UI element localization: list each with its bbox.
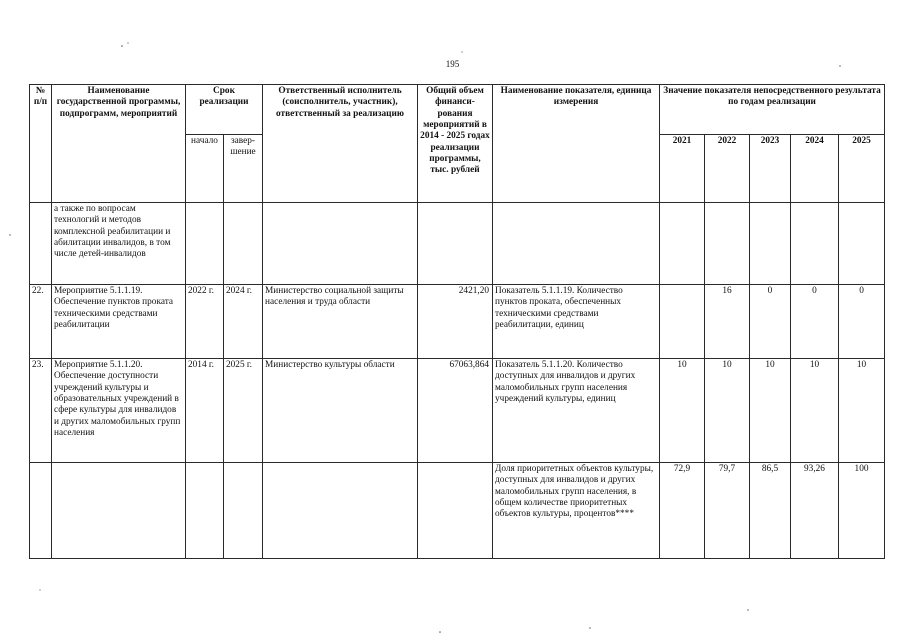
program-table [29,84,885,559]
header-term-end: завер-шение [224,135,263,203]
row-value-2024: 0 [791,285,839,359]
header-year-2024: 2024 [791,135,839,203]
row-value-2022: 10 [705,359,750,463]
row-name: а также по вопросам технологий и методов комплексной реабилитации и абилитации инвалидов, в том числе детей-инвалидов [52,203,186,285]
row-value-2025: 10 [839,359,885,463]
row-start: 2014 г. [186,359,224,463]
row-name: Мероприятие 5.1.1.19. Обеспечение пунктов проката техническими средствами реабилитации [52,285,186,359]
row-num: 22. [30,285,52,359]
table-row [30,285,885,359]
row-indicator [493,203,660,285]
row-num [30,203,52,285]
row-value-2022: 79,7 [705,463,750,559]
row-value-2022 [705,203,750,285]
row-value-2025: 0 [839,285,885,359]
row-name [52,463,186,559]
header-year-2022: 2022 [705,135,750,203]
page-number: 195 [445,59,460,69]
row-executor: Министерство социальной защиты населения и труда области [263,285,418,359]
table-row [30,463,885,559]
row-volume [418,203,493,285]
row-start: 2022 г. [186,285,224,359]
row-indicator: Показатель 5.1.1.19. Количество пунктов проката, обеспеченных техническими средствами реабилитации, единиц [493,285,660,359]
row-value-2024: 93,26 [791,463,839,559]
row-end [224,203,263,285]
header-indicator: Наименование показателя, единица измерения [493,85,660,203]
header-term: Срок реализации [186,85,263,135]
row-executor: Министерство культуры области [263,359,418,463]
row-volume [418,463,493,559]
header-num: № п/п [30,85,52,203]
row-name: Мероприятие 5.1.1.20. Обеспечение доступности учреждений культуры и образовательных учреждений в сфере культуры для инвалидов и других маломобильных групп населения [52,359,186,463]
row-end: 2025 г. [224,359,263,463]
row-start [186,463,224,559]
row-value-2024: 10 [791,359,839,463]
row-value-2021: 10 [660,359,705,463]
row-value-2024 [791,203,839,285]
row-num: 23. [30,359,52,463]
row-executor [263,463,418,559]
header-year-2025: 2025 [839,135,885,203]
row-value-2023 [750,203,791,285]
header-volume: Общий объем финанси-рования мероприятий в 2014 - 2025 годах реализации программы, тыс. рублей [418,85,493,203]
row-value-2023: 10 [750,359,791,463]
row-num [30,463,52,559]
row-value-2023: 86,5 [750,463,791,559]
header-executor: Ответственный исполнитель (соисполнитель, участник), ответственный за реализацию [263,85,418,203]
row-value-2022: 16 [705,285,750,359]
header-year-2021: 2021 [660,135,705,203]
header-term-start: начало [186,135,224,203]
row-value-2025 [839,203,885,285]
header-name: Наименование государственной программы, подпрограмм, мероприятий [52,85,186,203]
row-value-2021: 72,9 [660,463,705,559]
table-row [30,203,885,285]
row-end: 2024 г. [224,285,263,359]
row-executor [263,203,418,285]
row-start [186,203,224,285]
row-end [224,463,263,559]
row-value-2025: 100 [839,463,885,559]
row-value-2021 [660,203,705,285]
row-volume: 2421,20 [418,285,493,359]
row-indicator: Доля приоритетных объектов культуры, доступных для инвалидов и других маломобильных групп населения, в общем количестве приоритетных объектов культуры, процентов**** [493,463,660,559]
table-row [30,359,885,463]
row-indicator: Показатель 5.1.1.20. Количество доступных для инвалидов и других маломобильных групп населения учреждений культуры, единиц [493,359,660,463]
row-volume: 67063,864 [418,359,493,463]
row-value-2021 [660,285,705,359]
header-values: Значение показателя непосредственного результата по годам реализации [660,85,885,135]
row-value-2023: 0 [750,285,791,359]
header-year-2023: 2023 [750,135,791,203]
